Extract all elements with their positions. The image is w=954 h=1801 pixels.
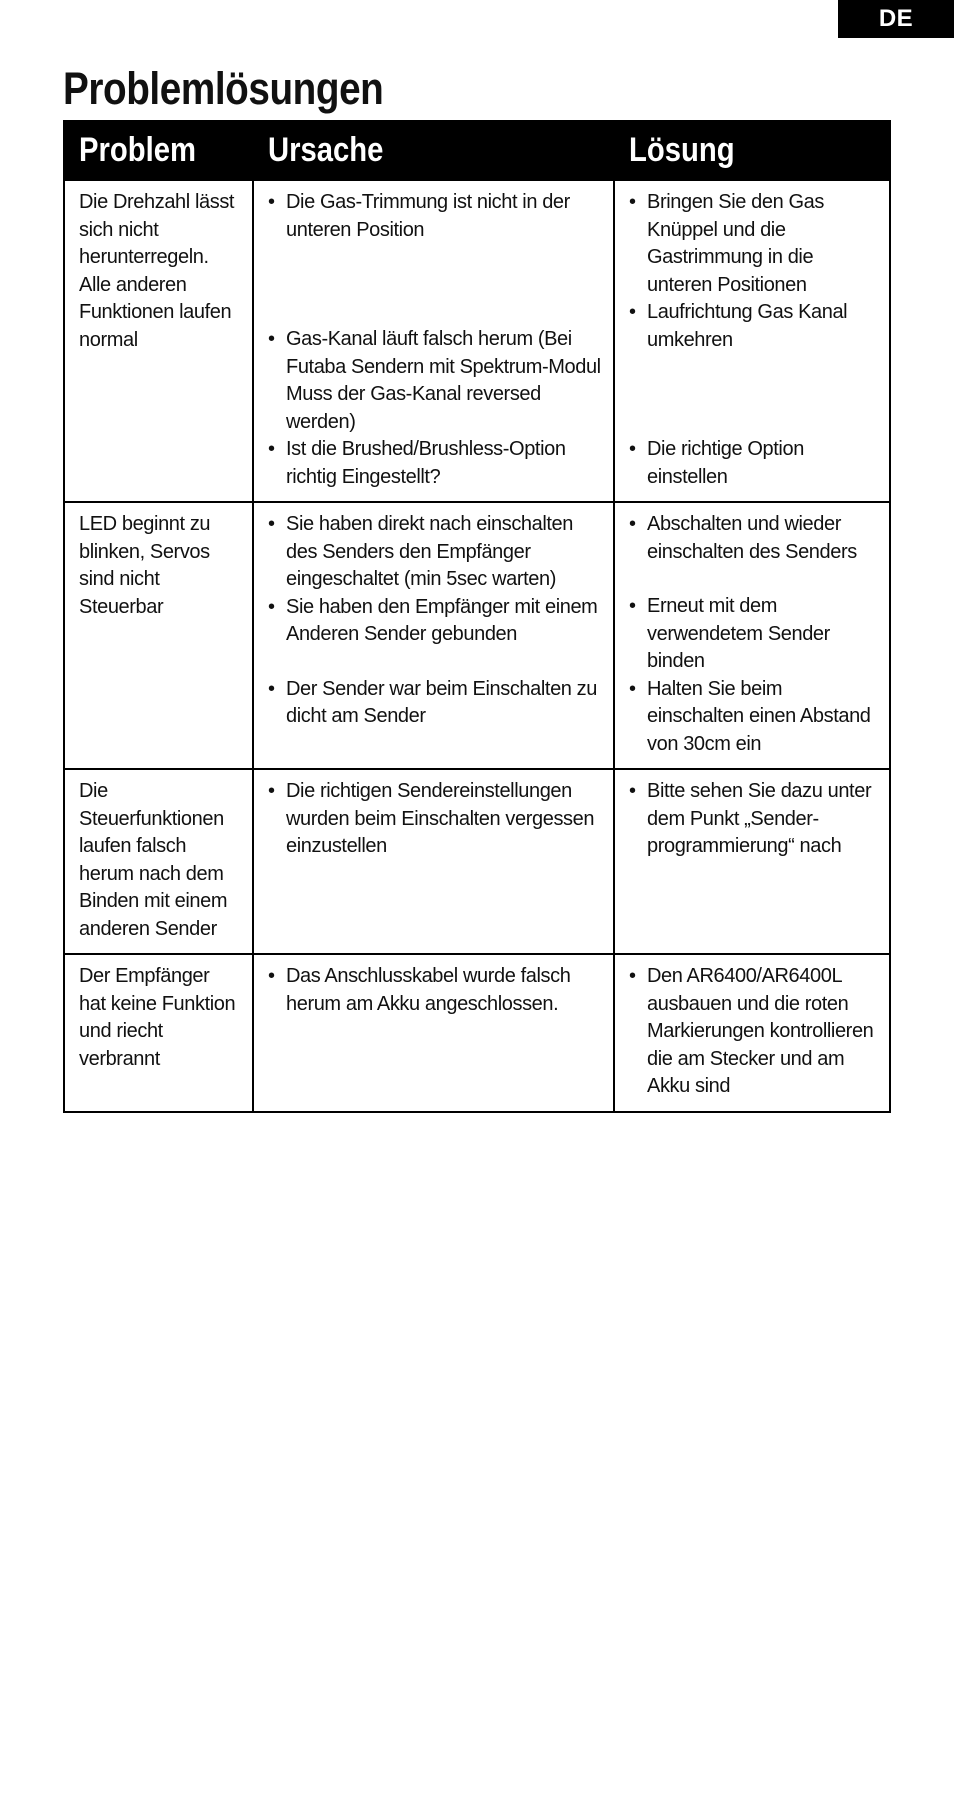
cause-cell: [253, 502, 614, 769]
problem-cell: [64, 769, 253, 954]
table-row: [64, 769, 890, 954]
cause-cell: [253, 769, 614, 954]
header-cause: [253, 121, 614, 180]
solution-item: • Bringen Sie den Gas Knüppel und die Gastrimmung in die unteren Positionen: [629, 189, 877, 299]
cause-list: [268, 189, 601, 491]
table-header: [64, 121, 890, 180]
problem-text: Die Drehzahl lässt sich nicht herunterregeln. Alle anderen Funktionen laufen normal: [79, 191, 235, 351]
solution-cell: [614, 502, 890, 769]
cause-cell: [253, 954, 614, 1112]
cause-list: [268, 778, 601, 861]
solution-cell: [614, 180, 890, 502]
header-row: [64, 121, 890, 180]
cause-item: • Ist die Brushed/Brushless-Option richtig Eingestellt?: [268, 436, 601, 491]
solution-cell: [614, 954, 890, 1112]
solution-cell: [614, 769, 890, 954]
header-problem: [64, 121, 253, 180]
solution-item: • Halten Sie beim einschalten einen Abstand von 30cm ein: [629, 676, 877, 759]
cause-list: [268, 511, 601, 731]
problem-text: LED beginnt zu blinken, Servos sind nicht Steuerbar: [79, 513, 211, 618]
solution-list: [629, 511, 877, 758]
cause-cell: [253, 180, 614, 502]
troubleshooting-table: [63, 120, 891, 1113]
solution-item: • Den AR6400/AR6400L ausbauen und die roten Markierungen kontrollieren die am Stecker und am Akku sind: [629, 963, 877, 1101]
problem-cell: [64, 502, 253, 769]
problem-cell: [64, 954, 253, 1112]
cause-item: • Sie haben den Empfänger mit einem Anderen Sender gebunden: [268, 594, 601, 649]
cause-list: [268, 963, 601, 1018]
solution-list: [629, 189, 877, 491]
table-row: [64, 180, 890, 502]
page-title: Problemlösungen: [63, 63, 384, 114]
problem-text: Die Steuerfunktionen laufen falsch herum nach dem Binden mit einem anderen Sender: [79, 780, 228, 940]
language-tab: DE: [838, 0, 954, 38]
cause-item: • Der Sender war beim Einschalten zu dicht am Sender: [268, 676, 601, 731]
cause-item: • Das Anschlusskabel wurde falsch herum am Akku angeschlossen.: [268, 963, 601, 1018]
header-cause-label: Ursache: [268, 131, 384, 169]
solution-item: • Abschalten und wieder einschalten des Senders: [629, 511, 877, 566]
solution-list: [629, 778, 877, 861]
solution-item: • Bitte sehen Sie dazu unter dem Punkt „Sender-programmierung“ nach: [629, 778, 877, 861]
header-solution: [614, 121, 890, 180]
cause-item: • Gas-Kanal läuft falsch herum (Bei Futaba Sendern mit Spektrum-Modul Muss der Gas-Kanal reversed werden): [268, 326, 601, 436]
solution-item: • Erneut mit dem verwendetem Sender binden: [629, 593, 877, 676]
solution-item: • Laufrichtung Gas Kanal umkehren: [629, 299, 877, 354]
header-solution-label: Lösung: [629, 131, 735, 169]
table-row: [64, 954, 890, 1112]
table-row: [64, 502, 890, 769]
cause-item: • Die richtigen Sendereinstellungen wurden beim Einschalten vergessen einzustellen: [268, 778, 601, 861]
header-problem-label: Problem: [79, 131, 197, 169]
problem-cell: [64, 180, 253, 502]
problem-text: Der Empfänger hat keine Funktion und riecht verbrannt: [79, 965, 236, 1070]
solution-list: [629, 963, 877, 1101]
cause-item: • Die Gas-Trimmung ist nicht in der unteren Position: [268, 189, 601, 244]
cause-item: • Sie haben direkt nach einschalten des Senders den Empfänger eingeschaltet (min 5sec warten): [268, 511, 601, 594]
solution-item: • Die richtige Option einstellen: [629, 436, 877, 491]
